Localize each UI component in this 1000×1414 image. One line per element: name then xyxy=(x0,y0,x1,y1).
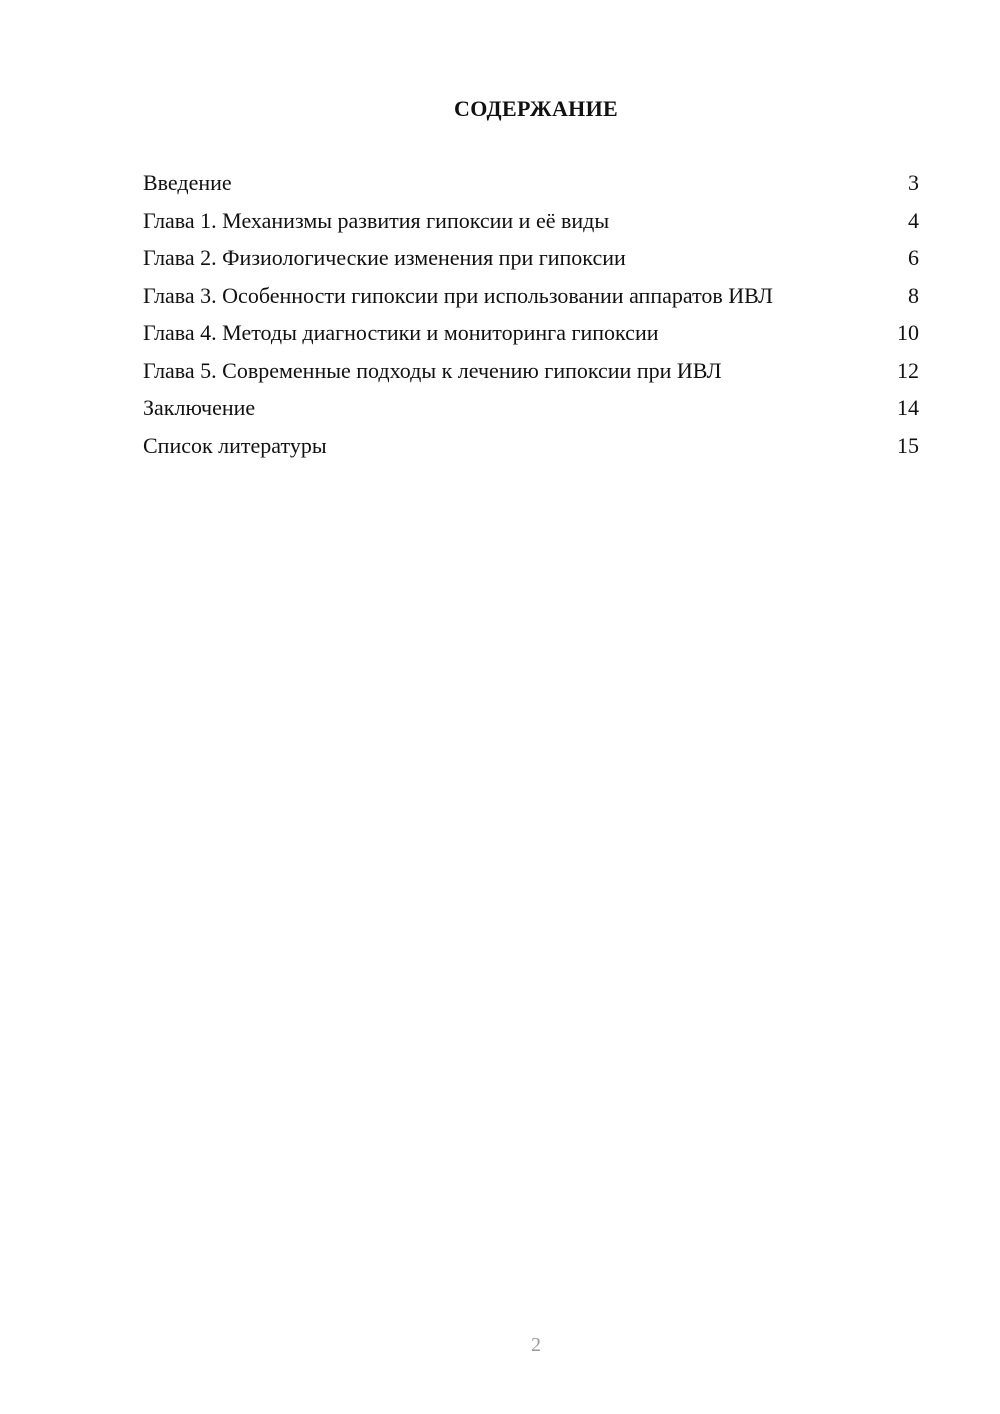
toc-entry-chapter-1 xyxy=(143,208,919,234)
page-number: 2 xyxy=(531,1334,541,1356)
toc-entry-page: 15 xyxy=(897,432,919,458)
toc-entry-chapter-5 xyxy=(143,358,919,384)
toc-entry-chapter-3 xyxy=(143,283,919,309)
toc-entry-label: Заключение xyxy=(143,395,256,420)
toc-entry-label: Глава 4. Методы диагностики и мониторинга гипоксии xyxy=(143,320,659,345)
toc-entry-page: 12 xyxy=(897,357,919,383)
toc-entry-label: Глава 1. Механизмы развития гипоксии и её виды xyxy=(143,207,610,233)
toc-entry-label: Глава 2. Физиологические изменения при гипоксии xyxy=(143,245,626,270)
toc-entry-label: Список литературы xyxy=(143,432,327,458)
toc-entry-page: 6 xyxy=(908,245,919,270)
page-title: СОДЕРЖАНИЕ xyxy=(454,96,618,121)
toc-entry-page: 14 xyxy=(897,395,919,420)
toc-entry-page: 8 xyxy=(908,282,919,308)
toc-entry-label: Введение xyxy=(143,170,232,195)
table-of-contents xyxy=(143,170,919,470)
toc-entry-label: Глава 5. Современные подходы к лечению гипоксии при ИВЛ xyxy=(143,357,722,383)
toc-entry-label: Глава 3. Особенности гипоксии при использовании аппаратов ИВЛ xyxy=(143,282,773,308)
toc-entry-page: 3 xyxy=(908,170,919,195)
toc-entry-page: 4 xyxy=(908,207,919,233)
toc-entry-references xyxy=(143,433,919,459)
toc-entry-page: 10 xyxy=(897,320,919,345)
toc-entry-chapter-2 xyxy=(143,245,919,271)
toc-entry-chapter-4 xyxy=(143,320,919,346)
toc-entry-conclusion xyxy=(143,395,919,421)
toc-entry-introduction xyxy=(143,170,919,196)
